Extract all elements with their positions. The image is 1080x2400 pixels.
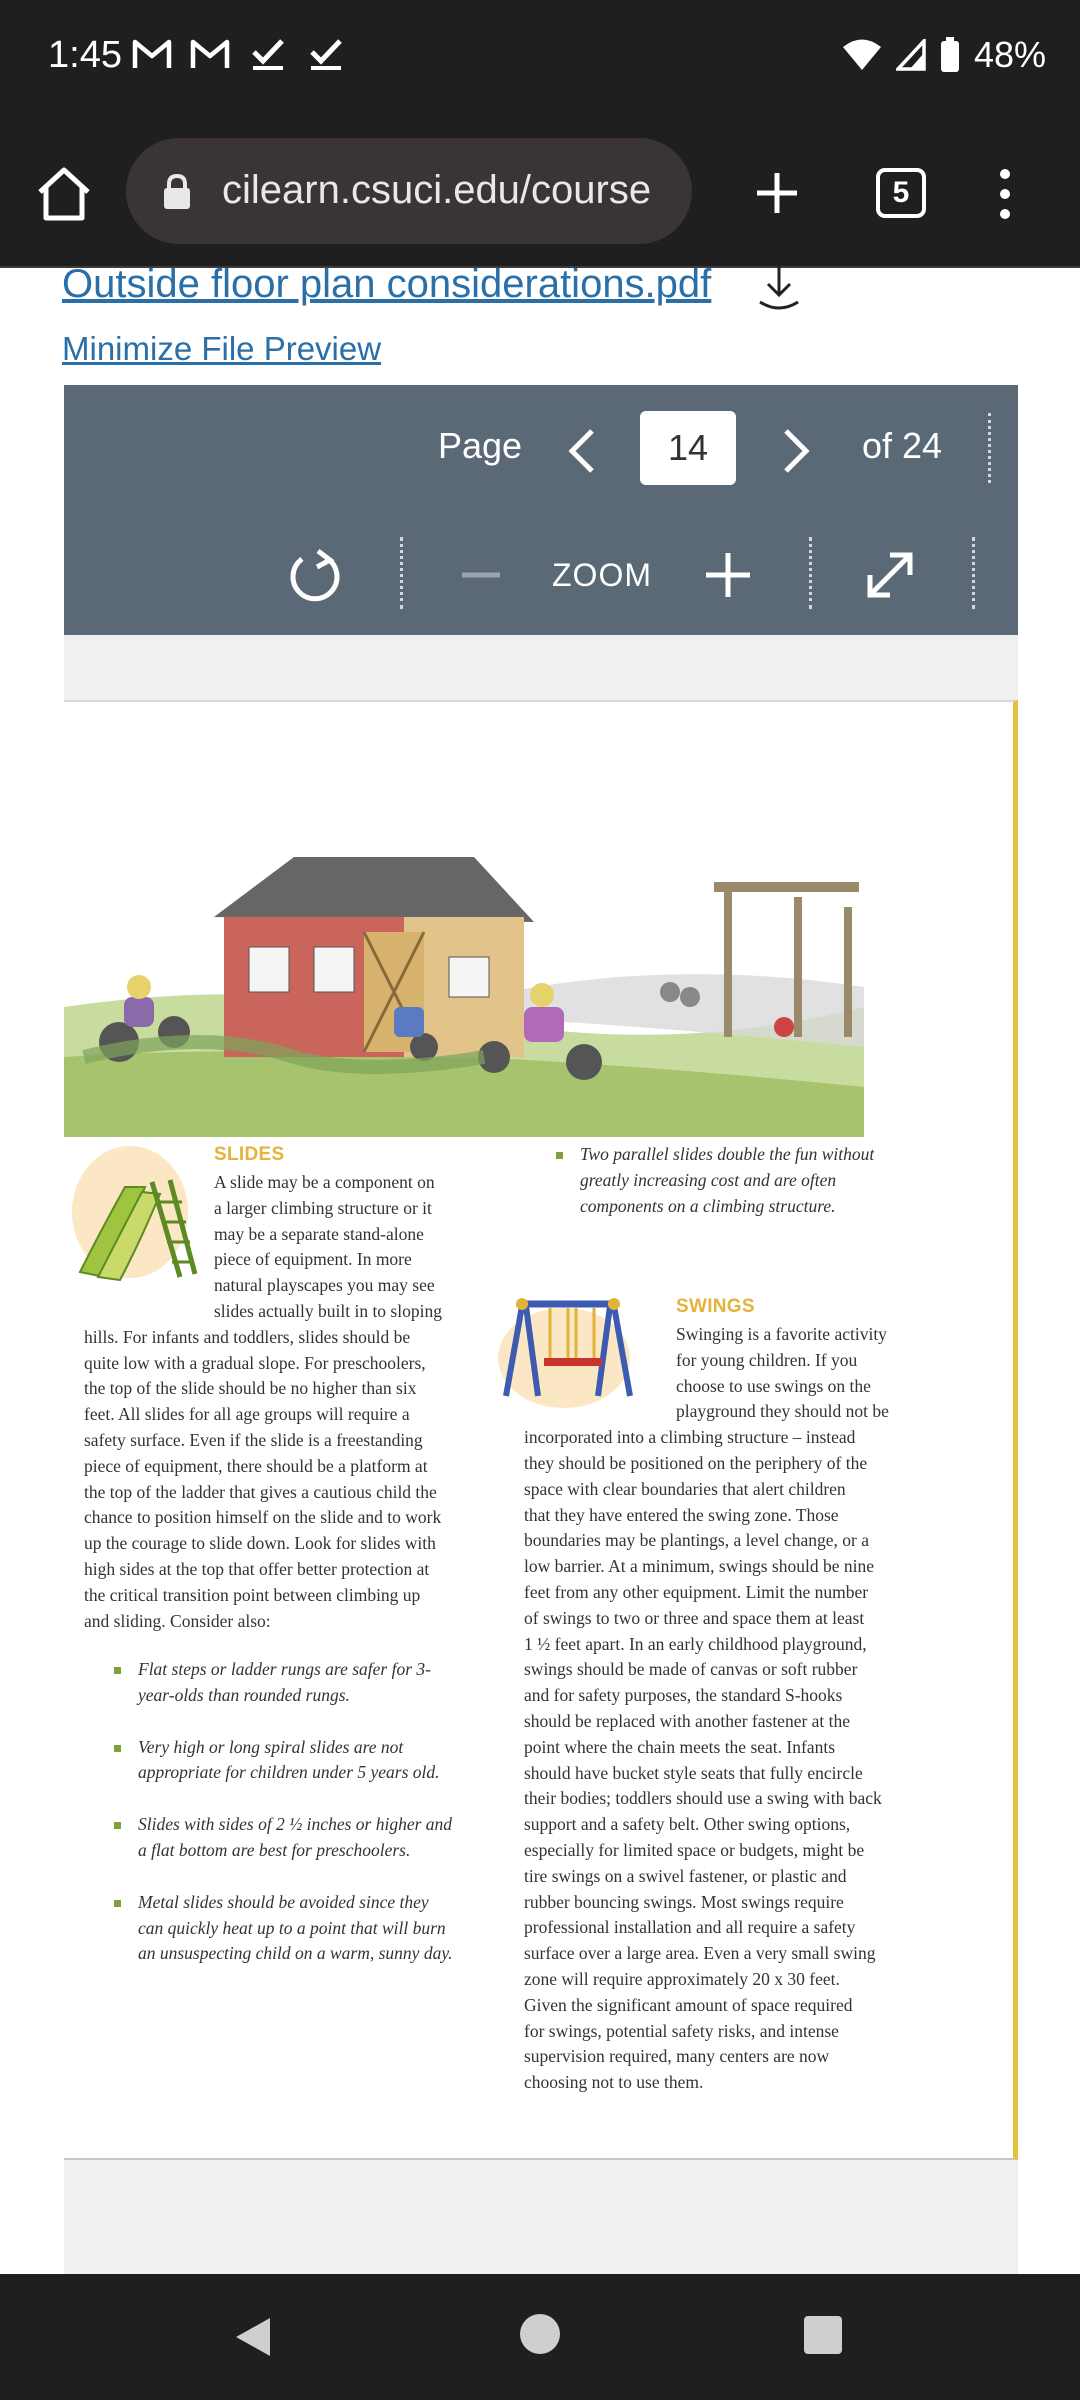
swings-heading: SWINGS xyxy=(676,1296,755,1317)
status-time: 1:45 xyxy=(48,34,122,76)
slides-line: up the courage to slide down. Look for slides with xyxy=(84,1533,436,1554)
task-done-icon xyxy=(306,36,346,72)
slides-line: high sides at the top that offer better protection at xyxy=(84,1558,430,1579)
list-item: Flat steps or ladder rungs are safer for 3-year-olds than rounded rungs. xyxy=(114,1657,454,1709)
slides-line: may be a separate stand-alone xyxy=(214,1223,424,1244)
swings-line: boundaries may be plantings, a level change, or a xyxy=(524,1530,870,1551)
slides-line: the critical transition point between climbing up xyxy=(84,1584,421,1605)
slides-line: piece of equipment. In more xyxy=(214,1249,412,1270)
swings-line: 1 ½ feet apart. In an early childhood playground, xyxy=(524,1633,867,1654)
gmail-icon xyxy=(190,36,230,72)
recents-nav-button[interactable] xyxy=(804,2316,842,2354)
signal-icon xyxy=(896,39,926,71)
swings-line: should have bucket style seats that fully encircle xyxy=(524,1762,863,1783)
slides-line: piece of equipment, there should be a platform at xyxy=(84,1455,428,1476)
slides-paragraph xyxy=(84,1170,484,1634)
toolbar-divider xyxy=(988,413,991,483)
toolbar-divider xyxy=(400,537,403,609)
swings-line: professional installation and all require a safety xyxy=(524,1917,856,1938)
slides-line: the top of the slide should be no higher than six xyxy=(84,1378,417,1399)
swings-line: swings should be made of canvas or soft rubber xyxy=(524,1659,858,1680)
swings-line: low barrier. At a minimum, swings should be nine xyxy=(524,1556,874,1577)
page-count-label: of 24 xyxy=(862,425,943,466)
slides-line: hills. For infants and toddlers, slides should be xyxy=(84,1326,411,1347)
task-done-icon xyxy=(248,36,288,72)
slides-line: safety surface. Even if the slide is a freestanding xyxy=(84,1429,423,1450)
download-icon[interactable] xyxy=(756,262,802,312)
slides-line: natural playscapes you may see xyxy=(214,1275,435,1296)
battery-icon xyxy=(940,37,960,73)
fullscreen-icon[interactable] xyxy=(860,545,920,605)
playground-illustration xyxy=(64,757,864,1137)
swings-line: support and a safety belt. Other swing options, xyxy=(524,1814,851,1835)
battery-percent: 48% xyxy=(973,34,1046,75)
toolbar-divider xyxy=(972,537,975,609)
home-nav-button[interactable] xyxy=(520,2314,560,2354)
slides-line: the top of the ladder that gives a cautious child the xyxy=(84,1481,437,1502)
slides-line: chance to position himself on the slide and to work xyxy=(84,1507,442,1528)
slides-bullet-list xyxy=(114,1657,454,1993)
list-item: Two parallel slides double the fun without greatly increasing cost and are often components on a climbing structure. xyxy=(556,1142,886,1219)
swings-line: choosing not to use them. xyxy=(524,2072,704,2093)
swings-line: supervision required, many centers are now xyxy=(524,2046,830,2067)
swings-line: for young children. If you xyxy=(676,1349,858,1370)
previous-page-icon[interactable] xyxy=(558,423,608,479)
list-item: Slides with sides of 2 ½ inches or higher and a flat bottom are best for preschoolers. xyxy=(114,1812,454,1864)
home-icon[interactable] xyxy=(34,164,94,224)
swings-line: for swings, potential safety risks, and intense xyxy=(524,2020,839,2041)
wifi-icon xyxy=(842,38,882,72)
swings-line: Given the significant amount of space required xyxy=(524,1994,853,2015)
status-bar xyxy=(0,0,1080,118)
page-number-input[interactable]: 14 xyxy=(640,411,736,485)
minimize-preview-link[interactable]: Minimize File Preview xyxy=(62,330,382,367)
next-page-icon[interactable] xyxy=(770,423,820,479)
swings-paragraph xyxy=(524,1322,924,2096)
swings-line: space with clear boundaries that alert children xyxy=(524,1478,846,1499)
list-item: Very high or long spiral slides are not appropriate for children under 5 years old. xyxy=(114,1735,454,1787)
slides-line: and sliding. Consider also: xyxy=(84,1610,271,1631)
swings-line: of swings to two or three and space them at least xyxy=(524,1607,865,1628)
pdf-page xyxy=(64,700,1018,2160)
swings-line: point where the chain meets the seat. Infants xyxy=(524,1736,836,1757)
zoom-in-icon[interactable] xyxy=(700,547,756,603)
back-icon[interactable] xyxy=(230,2314,276,2360)
zoom-out-icon[interactable] xyxy=(456,550,506,600)
address-bar[interactable] xyxy=(126,138,692,244)
url-text: cilearn.csuci.edu/course xyxy=(222,168,652,212)
file-download-link[interactable]: Outside floor plan considerations.pdf xyxy=(62,262,712,306)
swings-line: feet from any other equipment. Limit the number xyxy=(524,1581,869,1602)
swings-line: and for safety purposes, the standard S-hooks xyxy=(524,1685,843,1706)
swings-line: playground they should not be xyxy=(676,1401,889,1422)
swings-line: Swinging is a favorite activity xyxy=(676,1324,887,1344)
slides-line: slides actually built in to sloping xyxy=(214,1300,442,1321)
gmail-icon xyxy=(132,36,172,72)
page-label: Page xyxy=(438,425,523,466)
swings-line: surface over a large area. Even a very small swing xyxy=(524,1943,876,1964)
slides-line: quite low with a gradual slope. For preschoolers, xyxy=(84,1352,426,1373)
slides-line: A slide may be a component on xyxy=(214,1172,435,1192)
notification-icons xyxy=(132,36,346,72)
right-bullet-list xyxy=(556,1142,886,1245)
slides-heading: SLIDES xyxy=(214,1144,285,1165)
swings-line: especially for limited space or budgets, might be xyxy=(524,1839,865,1860)
slides-line: feet. All slides for all age groups will require a xyxy=(84,1404,410,1425)
swings-line: should be replaced with another fastener at the xyxy=(524,1710,851,1731)
browser-toolbar xyxy=(0,118,1080,268)
swings-line: that they have entered the swing zone. Those xyxy=(524,1504,839,1525)
swings-line: their bodies; toddlers should use a swing with back xyxy=(524,1788,882,1809)
lock-icon xyxy=(162,174,192,210)
toolbar-divider xyxy=(809,537,812,609)
swings-line: tire swings on a swivel fastener, or plastic and xyxy=(524,1865,847,1886)
zoom-label: ZOOM xyxy=(552,557,652,593)
more-menu-icon[interactable] xyxy=(990,164,1020,224)
list-item: Metal slides should be avoided since they can quickly heat up to a point that will burn an unsuspecting child on a warm, sunny day. xyxy=(114,1890,454,1967)
rotate-icon[interactable] xyxy=(286,547,344,605)
swings-line: rubber bouncing swings. Most swings require xyxy=(524,1891,844,1912)
pdf-toolbar xyxy=(64,385,1018,635)
status-right xyxy=(842,34,1046,76)
tab-switcher-button[interactable]: 5 xyxy=(876,168,926,218)
swings-line: choose to use swings on the xyxy=(676,1375,871,1396)
system-nav-bar xyxy=(0,2274,1080,2400)
slides-line: a larger climbing structure or it xyxy=(214,1197,432,1218)
new-tab-icon[interactable] xyxy=(752,168,802,218)
swings-line: zone will require approximately 20 x 30 feet. xyxy=(524,1968,840,1989)
swings-line: incorporated into a climbing structure – instead xyxy=(524,1427,856,1448)
swings-line: they should be positioned on the periphery of the xyxy=(524,1452,868,1473)
